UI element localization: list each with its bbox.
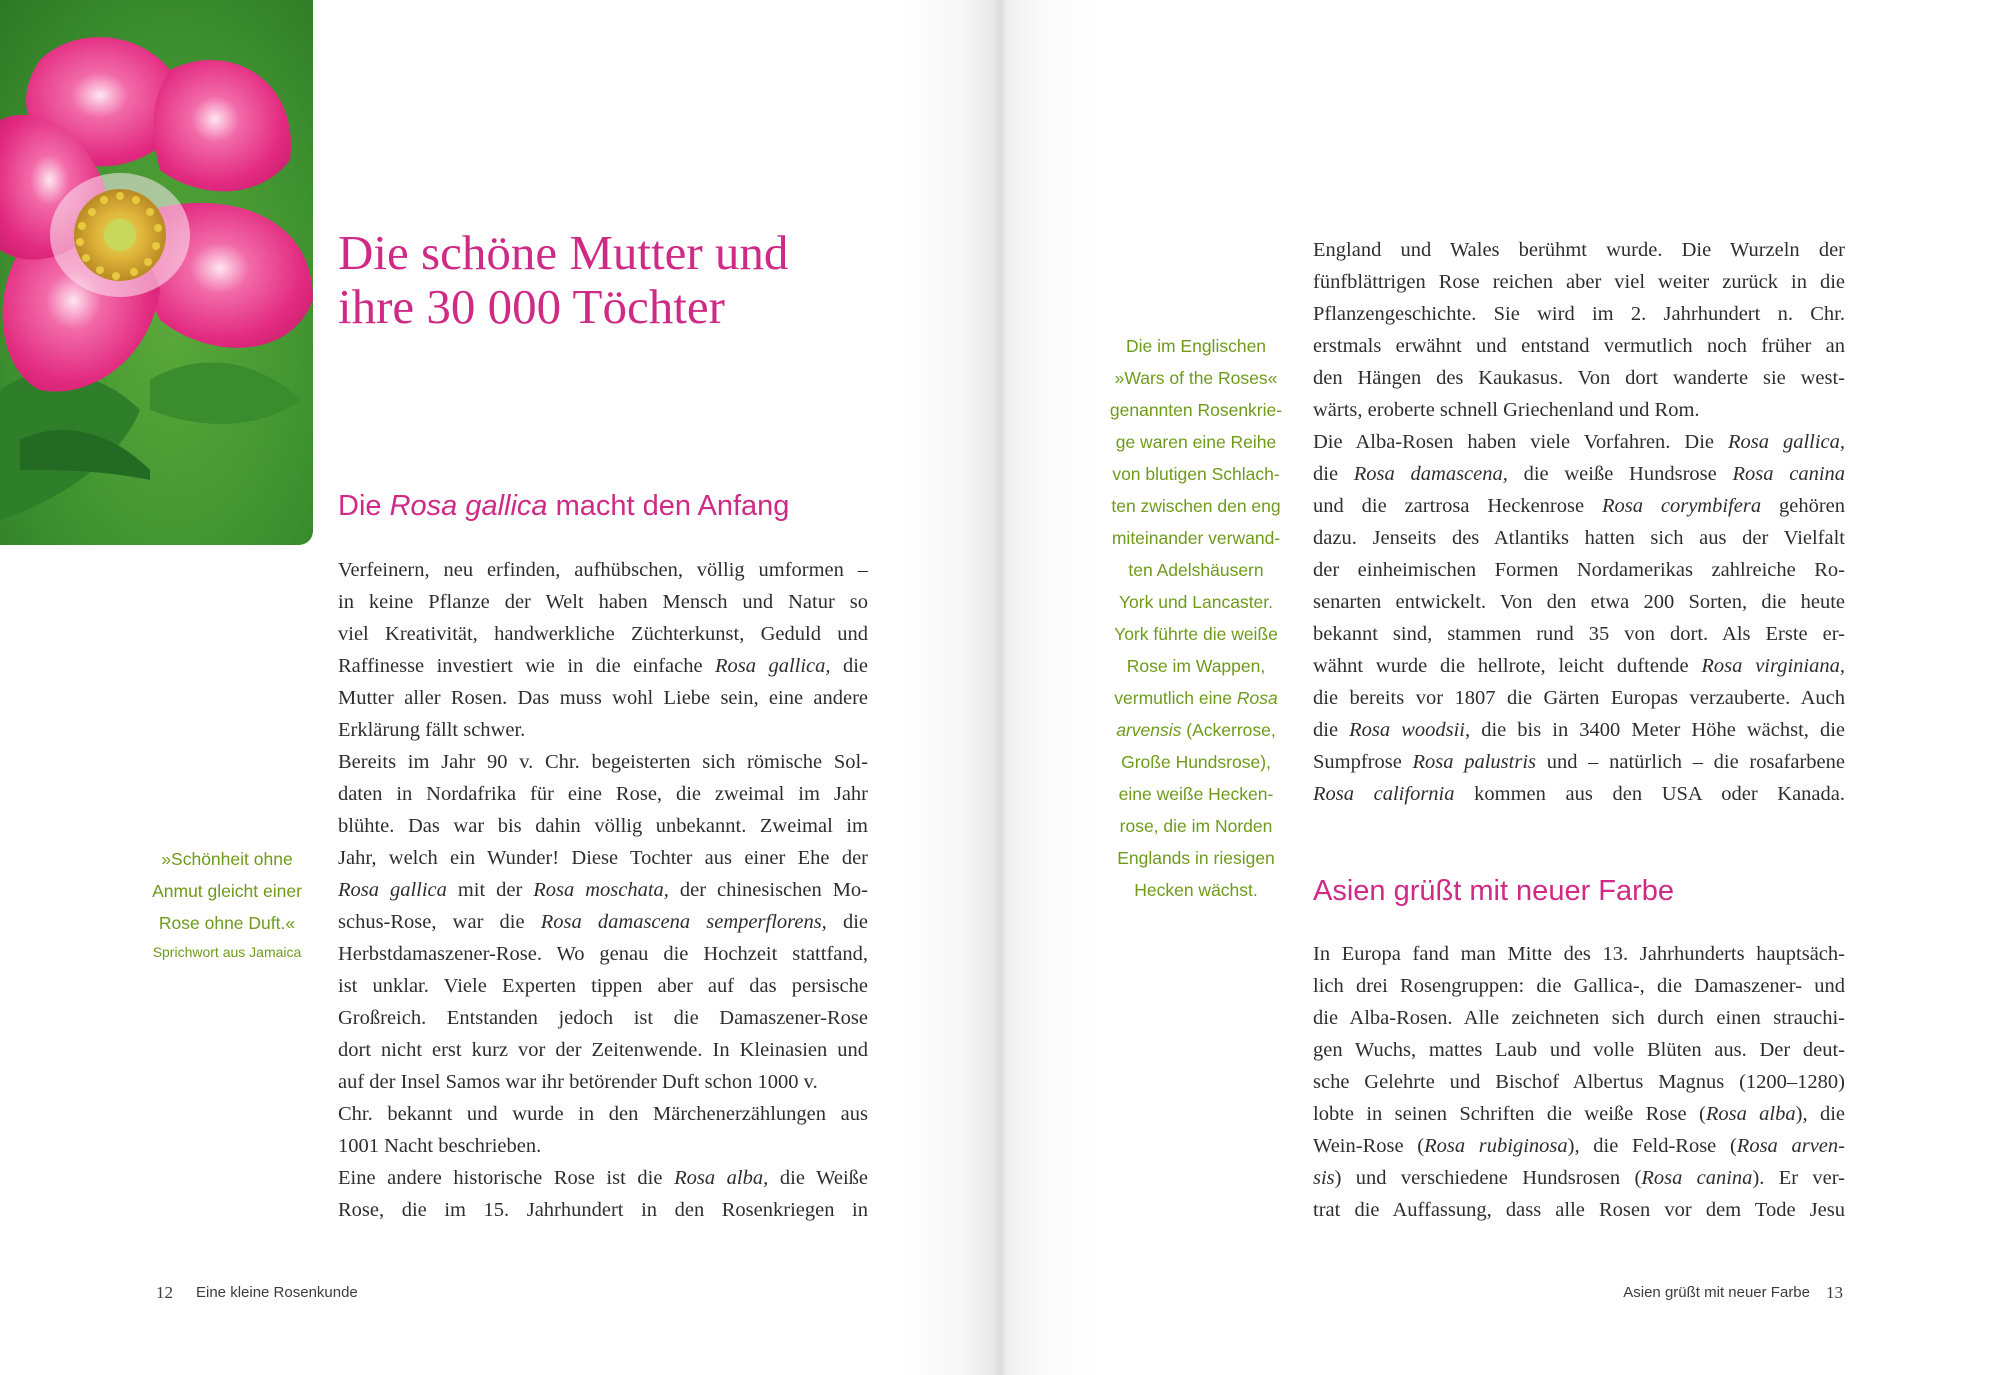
text-line: senarten entwickelt. Von den etwa 200 Sorten, die heute bbox=[1313, 591, 1845, 613]
quote-line: Rose ohne Duft.« bbox=[158, 913, 296, 933]
note-line: genannten Rosenkrie- bbox=[1109, 400, 1283, 420]
text-line: trat die Auffassung, dass alle Rosen vor dem Tode Jesu bbox=[1313, 1199, 1845, 1221]
text-line: England und Wales berühmt wurde. Die Wurzeln der bbox=[1313, 239, 1845, 261]
text-line: daten in Nordafrika für eine Rose, die zweimal im Jahr bbox=[338, 783, 868, 805]
running-footer-right: Asien grüßt mit neuer Farbe bbox=[1623, 1284, 1810, 1301]
note-line: arvensis (Ackerrose, bbox=[1116, 720, 1276, 740]
section-heading-italic: Rosa gallica bbox=[389, 490, 548, 522]
note-line: Die im Englischen bbox=[1125, 336, 1267, 356]
note-line: miteinander verwand- bbox=[1111, 528, 1281, 548]
text-line: sis) und verschiedene Hundsrosen (Rosa canina). Er ver- bbox=[1313, 1167, 1845, 1189]
note-line: rose, die im Norden bbox=[1119, 816, 1273, 836]
note-line: vermutlich eine Rosa bbox=[1114, 688, 1278, 708]
body-column-left bbox=[338, 554, 868, 1226]
chapter-title bbox=[338, 226, 938, 334]
text-line: Großreich. Entstanden jedoch ist die Damaszener-Rose bbox=[338, 1007, 868, 1029]
text-line: wärts, eroberte schnell Griechenland und Rom. bbox=[1313, 399, 1700, 421]
text-line: Rose, die im 15. Jahrhundert in den Rosenkriegen in bbox=[338, 1199, 868, 1221]
text-line: Wein-Rose (Rosa rubiginosa), die Feld-Rose (Rosa arven- bbox=[1313, 1135, 1845, 1157]
note-line: York und Lancaster. bbox=[1118, 592, 1274, 612]
chapter-title-line-1: Die schöne Mutter und bbox=[338, 225, 789, 280]
text-line: wähnt wurde die hellrote, leicht duftende Rosa virginiana, bbox=[1313, 655, 1845, 677]
text-line: sche Gelehrte und Bischof Albertus Magnus (1200–1280) bbox=[1313, 1071, 1845, 1093]
text-line: in keine Pflanze der Welt haben Mensch und Natur so bbox=[338, 591, 868, 613]
text-line: und die zartrosa Heckenrose Rosa corymbifera gehören bbox=[1313, 495, 1845, 517]
text-line: Jahr, welch ein Wunder! Diese Tochter aus einer Ehe der bbox=[338, 847, 868, 869]
pink-wild-rose-icon bbox=[0, 0, 313, 545]
note-line: von blutigen Schlach- bbox=[1112, 464, 1280, 484]
text-line: Verfeinern, neu erfinden, aufhübschen, völlig umformen – bbox=[338, 559, 868, 581]
section-heading-suffix: macht den Anfang bbox=[547, 490, 790, 522]
note-line: »Wars of the Roses« bbox=[1114, 368, 1278, 388]
text-line: Raffinesse investiert wie in die einfache Rosa gallica, die bbox=[338, 655, 869, 677]
text-line: Rosa gallica mit der Rosa moschata, der chinesischen Mo- bbox=[338, 879, 868, 901]
page-number-left: 12 bbox=[156, 1283, 173, 1302]
text-line: dazu. Jenseits des Atlantiks hatten sich aus der Vielfalt bbox=[1313, 527, 1845, 549]
quote-line: »Schönheit ohne bbox=[161, 849, 293, 869]
text-line: bekannt sind, stammen rund 35 von dort. Als Erste er- bbox=[1313, 623, 1845, 645]
text-line: Bereits im Jahr 90 v. Chr. begeisterten sich römische Sol- bbox=[338, 751, 868, 773]
text-line: die Alba-Rosen. Alle zeichneten sich durch einen strauchi- bbox=[1313, 1007, 1845, 1029]
note-line: Hecken wächst. bbox=[1134, 880, 1258, 900]
body-column-right-top bbox=[1313, 234, 1845, 810]
note-line: ten zwischen den eng bbox=[1111, 496, 1281, 516]
page-number-right: 13 bbox=[1826, 1283, 1843, 1302]
chapter-title-line-2: ihre 30 000 Töchter bbox=[338, 279, 725, 334]
text-line: Pflanzengeschichte. Sie wird im 2. Jahrhundert n. Chr. bbox=[1313, 303, 1845, 325]
text-line: fünfblättrigen Rose reichen aber viel weiter zurück in die bbox=[1313, 271, 1845, 293]
text-line: ist unklar. Viele Experten tippen aber auf das persische bbox=[338, 975, 868, 997]
section-heading-prefix: Die bbox=[338, 490, 390, 522]
text-line: Mutter aller Rosen. Das muss wohl Liebe sein, eine andere bbox=[338, 687, 868, 709]
note-line: Englands in riesigen bbox=[1117, 848, 1275, 868]
text-line: die bereits vor 1807 die Gärten Europas verzauberte. Auch bbox=[1313, 687, 1845, 709]
text-line: Erklärung fällt schwer. bbox=[338, 719, 526, 741]
note-line: York führte die weiße bbox=[1114, 624, 1278, 644]
text-line: In Europa fand man Mitte des 13. Jahrhunderts hauptsäch- bbox=[1313, 943, 1845, 965]
sidebar-note bbox=[1096, 330, 1296, 906]
text-line: auf der Insel Samos war ihr betörender Duft schon 1000 v. bbox=[338, 1071, 818, 1093]
text-line: Rosa california kommen aus den USA oder Kanada. bbox=[1313, 783, 1845, 805]
note-line: Große Hundsrose), bbox=[1121, 752, 1271, 772]
text-line: der einheimischen Formen Nordamerikas zahlreiche Ro- bbox=[1313, 559, 1845, 581]
body-column-right-bottom bbox=[1313, 938, 1845, 1226]
text-line: blühte. Das war bis dahin völlig unbekannt. Zweimal im bbox=[338, 815, 868, 837]
text-line: Die Alba-Rosen haben viele Vorfahren. Die Rosa gallica, bbox=[1313, 431, 1846, 453]
note-line: Rose im Wappen, bbox=[1126, 656, 1266, 676]
text-line: die Rosa woodsii, die bis in 3400 Meter Höhe wächst, die bbox=[1313, 719, 1846, 741]
text-line: Eine andere historische Rose ist die Rosa alba, die Weiße bbox=[338, 1167, 869, 1189]
text-line: schus-Rose, war die Rosa damascena semperflorens, die bbox=[338, 911, 869, 933]
note-line: ten Adelshäusern bbox=[1128, 560, 1264, 580]
text-line: Sumpfrose Rosa palustris und – natürlich – die rosafarbene bbox=[1313, 751, 1845, 773]
rose-photo bbox=[0, 0, 313, 545]
text-line: lobte in seinen Schriften die weiße Rose (Rosa alba), die bbox=[1313, 1103, 1845, 1125]
quote-source: Sprichwort aus Jamaica bbox=[152, 944, 302, 960]
section-heading-rosa-gallica bbox=[338, 488, 898, 524]
text-line: Herbstdamaszener-Rose. Wo genau die Hochzeit stattfand, bbox=[338, 943, 868, 965]
quote-line: Anmut gleicht einer bbox=[152, 881, 302, 901]
section-heading-asien: Asien grüßt mit neuer Farbe bbox=[1313, 875, 1675, 907]
text-line: den Hängen des Kaukasus. Von dort wanderte sie west- bbox=[1313, 367, 1845, 389]
text-line: 1001 Nacht beschrieben. bbox=[338, 1135, 542, 1157]
running-footer-left: Eine kleine Rosenkunde bbox=[196, 1284, 358, 1301]
note-line: ge waren eine Reihe bbox=[1115, 432, 1277, 452]
sidebar-quote bbox=[122, 843, 332, 965]
text-line: Chr. bekannt und wurde in den Märchenerzählungen aus bbox=[338, 1103, 868, 1125]
text-line: erstmals erwähnt und entstand vermutlich noch früher an bbox=[1313, 335, 1845, 357]
text-line: die Rosa damascena, die weiße Hundsrose Rosa canina bbox=[1313, 463, 1846, 485]
text-line: gen Wuchs, mattes Laub und volle Blüten aus. Der deut- bbox=[1313, 1039, 1845, 1061]
text-line: lich drei Rosengruppen: die Gallica-, die Damaszener- und bbox=[1313, 975, 1845, 997]
text-line: dort nicht erst kurz vor der Zeitenwende. In Kleinasien und bbox=[338, 1039, 868, 1061]
note-line: eine weiße Hecken- bbox=[1118, 784, 1274, 804]
text-line: viel Kreativität, handwerkliche Züchterkunst, Geduld und bbox=[338, 623, 868, 645]
